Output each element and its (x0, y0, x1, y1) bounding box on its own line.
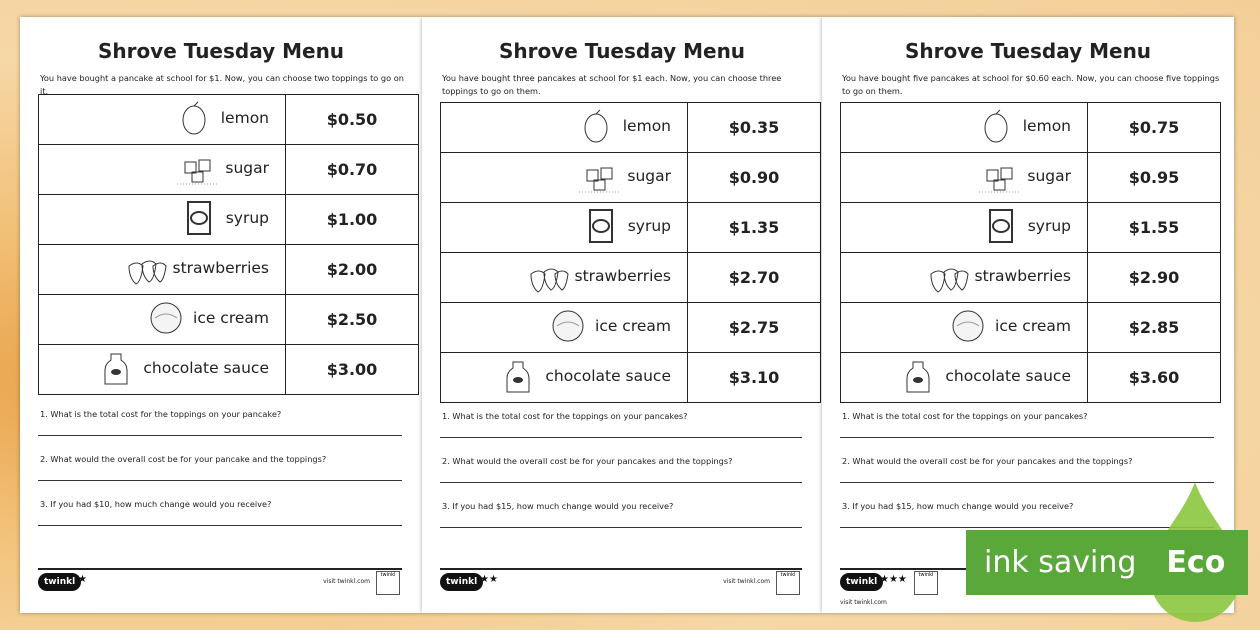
topping-cell (441, 303, 688, 353)
answer-line[interactable] (38, 435, 402, 436)
topping-cell (39, 245, 286, 295)
topping-cell (841, 153, 1088, 203)
worksheet-page-1 (20, 17, 422, 613)
sugar-icon (579, 156, 621, 196)
strawberries-icon (125, 248, 167, 288)
twinkl-logo: twinkl (840, 573, 883, 591)
topping-name: strawberries (172, 258, 269, 277)
topping-price: $3.60 (1088, 353, 1221, 403)
topping-name: strawberries (574, 266, 671, 285)
quality-badge: twinkl (914, 571, 938, 595)
table-row (39, 245, 419, 295)
footer-divider (38, 568, 402, 570)
topping-price: $1.35 (688, 203, 821, 253)
topping-name: lemon (1022, 116, 1071, 135)
topping-price: $0.50 (286, 95, 419, 145)
quality-badge: twinkl (376, 571, 400, 595)
topping-cell (841, 303, 1088, 353)
difficulty-stars: ★ (78, 574, 87, 585)
topping-cell (39, 195, 286, 245)
topping-name: strawberries (974, 266, 1071, 285)
footer-divider (440, 568, 802, 570)
visit-link[interactable]: visit twinkl.com (323, 578, 370, 585)
syrup-icon (580, 206, 622, 246)
topping-cell (441, 103, 688, 153)
topping-name: chocolate sauce (143, 358, 269, 377)
topping-cell (441, 353, 688, 403)
table-row (441, 103, 821, 153)
answer-line[interactable] (440, 482, 802, 483)
lemon-icon (173, 98, 215, 138)
topping-price: $0.75 (1088, 103, 1221, 153)
topping-price: $3.10 (688, 353, 821, 403)
table-row (841, 203, 1221, 253)
page-title: Shrove Tuesday Menu (904, 39, 1152, 63)
question-3: 3. If you had $15, how much change would you receive? (842, 501, 1074, 511)
sugar-icon (979, 156, 1021, 196)
table-row (39, 95, 419, 145)
answer-line[interactable] (440, 527, 802, 528)
table-row (841, 253, 1221, 303)
question-2: 2. What would the overall cost be for your pancakes and the toppings? (442, 456, 733, 466)
topping-price: $1.00 (286, 195, 419, 245)
topping-price: $1.55 (1088, 203, 1221, 253)
difficulty-stars: ★★★ (880, 574, 907, 585)
topping-name: syrup (627, 216, 671, 235)
chocolate-sauce-icon (95, 348, 137, 388)
question-1: 1. What is the total cost for the toppings on your pancakes? (842, 411, 1088, 421)
topping-cell (441, 153, 688, 203)
topping-cell (841, 103, 1088, 153)
eco-label: Eco (1166, 545, 1226, 580)
table-row (841, 103, 1221, 153)
chocolate-sauce-icon (497, 356, 539, 396)
topping-name: syrup (225, 208, 269, 227)
instructions: You have bought a pancake at school for $1. Now, you can choose two toppings to go on it. (40, 73, 404, 96)
topping-name: lemon (622, 116, 671, 135)
topping-price: $3.00 (286, 345, 419, 395)
topping-price: $2.90 (1088, 253, 1221, 303)
twinkl-logo: twinkl (38, 573, 81, 591)
answer-line[interactable] (38, 525, 402, 526)
lemon-icon (975, 106, 1017, 146)
topping-name: sugar (225, 158, 269, 177)
topping-name: ice cream (995, 316, 1071, 335)
topping-price: $0.95 (1088, 153, 1221, 203)
topping-name: chocolate sauce (945, 366, 1071, 385)
table-row (441, 203, 821, 253)
table-row (39, 295, 419, 345)
table-row (441, 153, 821, 203)
topping-cell (39, 145, 286, 195)
topping-cell (39, 295, 286, 345)
answer-line[interactable] (840, 437, 1214, 438)
topping-cell (841, 353, 1088, 403)
table-row (841, 303, 1221, 353)
table-row (441, 353, 821, 403)
topping-price: $2.85 (1088, 303, 1221, 353)
topping-price: $0.90 (688, 153, 821, 203)
topping-cell (441, 203, 688, 253)
table-row (39, 345, 419, 395)
visit-link[interactable]: visit twinkl.com (723, 578, 770, 585)
syrup-icon (980, 206, 1022, 246)
sugar-icon (177, 148, 219, 188)
topping-name: syrup (1027, 216, 1071, 235)
topping-price: $0.35 (688, 103, 821, 153)
table-row (841, 153, 1221, 203)
chocolate-sauce-icon (897, 356, 939, 396)
instructions: You have bought three pancakes at school for $1 each. Now, you can choose three toppings to go on them. (442, 73, 782, 96)
answer-line[interactable] (38, 480, 402, 481)
price-table (840, 102, 1221, 403)
price-table (440, 102, 821, 403)
page-title: Shrove Tuesday Menu (97, 39, 345, 63)
topping-cell (39, 345, 286, 395)
visit-link[interactable]: visit twinkl.com (840, 599, 887, 606)
topping-cell (841, 253, 1088, 303)
topping-name: lemon (220, 108, 269, 127)
topping-price: $2.50 (286, 295, 419, 345)
table-row (841, 353, 1221, 403)
page-title: Shrove Tuesday Menu (498, 39, 746, 63)
table-row (441, 303, 821, 353)
question-1: 1. What is the total cost for the toppings on your pancakes? (442, 411, 688, 421)
ice-cream-icon (145, 298, 187, 338)
table-row (39, 195, 419, 245)
table-row (39, 145, 419, 195)
topping-name: ice cream (193, 308, 269, 327)
strawberries-icon (527, 256, 569, 296)
ink-saving-eco-badge (966, 530, 1248, 595)
answer-line[interactable] (440, 437, 802, 438)
question-1: 1. What is the total cost for the toppings on your pancake? (40, 409, 282, 419)
price-table (38, 94, 419, 395)
topping-cell (441, 253, 688, 303)
topping-name: ice cream (595, 316, 671, 335)
topping-name: sugar (1027, 166, 1071, 185)
question-3: 3. If you had $15, how much change would you receive? (442, 501, 674, 511)
difficulty-stars: ★★ (480, 574, 498, 585)
table-row (441, 253, 821, 303)
question-2: 2. What would the overall cost be for your pancakes and the toppings? (842, 456, 1133, 466)
ink-saving-label: ink saving (984, 545, 1137, 580)
topping-price: $0.70 (286, 145, 419, 195)
topping-cell (841, 203, 1088, 253)
lemon-icon (575, 106, 617, 146)
twinkl-logo: twinkl (440, 573, 483, 591)
instructions: You have bought five pancakes at school for $0.60 each. Now, you can choose five toppings to go on them. (842, 73, 1220, 96)
question-2: 2. What would the overall cost be for your pancake and the toppings? (40, 454, 327, 464)
topping-price: $2.00 (286, 245, 419, 295)
ice-cream-icon (947, 306, 989, 346)
topping-cell (39, 95, 286, 145)
strawberries-icon (927, 256, 969, 296)
topping-price: $2.70 (688, 253, 821, 303)
worksheet-page-2 (422, 17, 822, 613)
quality-badge: twinkl (776, 571, 800, 595)
syrup-icon (178, 198, 220, 238)
topping-name: sugar (627, 166, 671, 185)
ice-cream-icon (547, 306, 589, 346)
question-3: 3. If you had $10, how much change would you receive? (40, 499, 272, 509)
topping-price: $2.75 (688, 303, 821, 353)
topping-name: chocolate sauce (545, 366, 671, 385)
